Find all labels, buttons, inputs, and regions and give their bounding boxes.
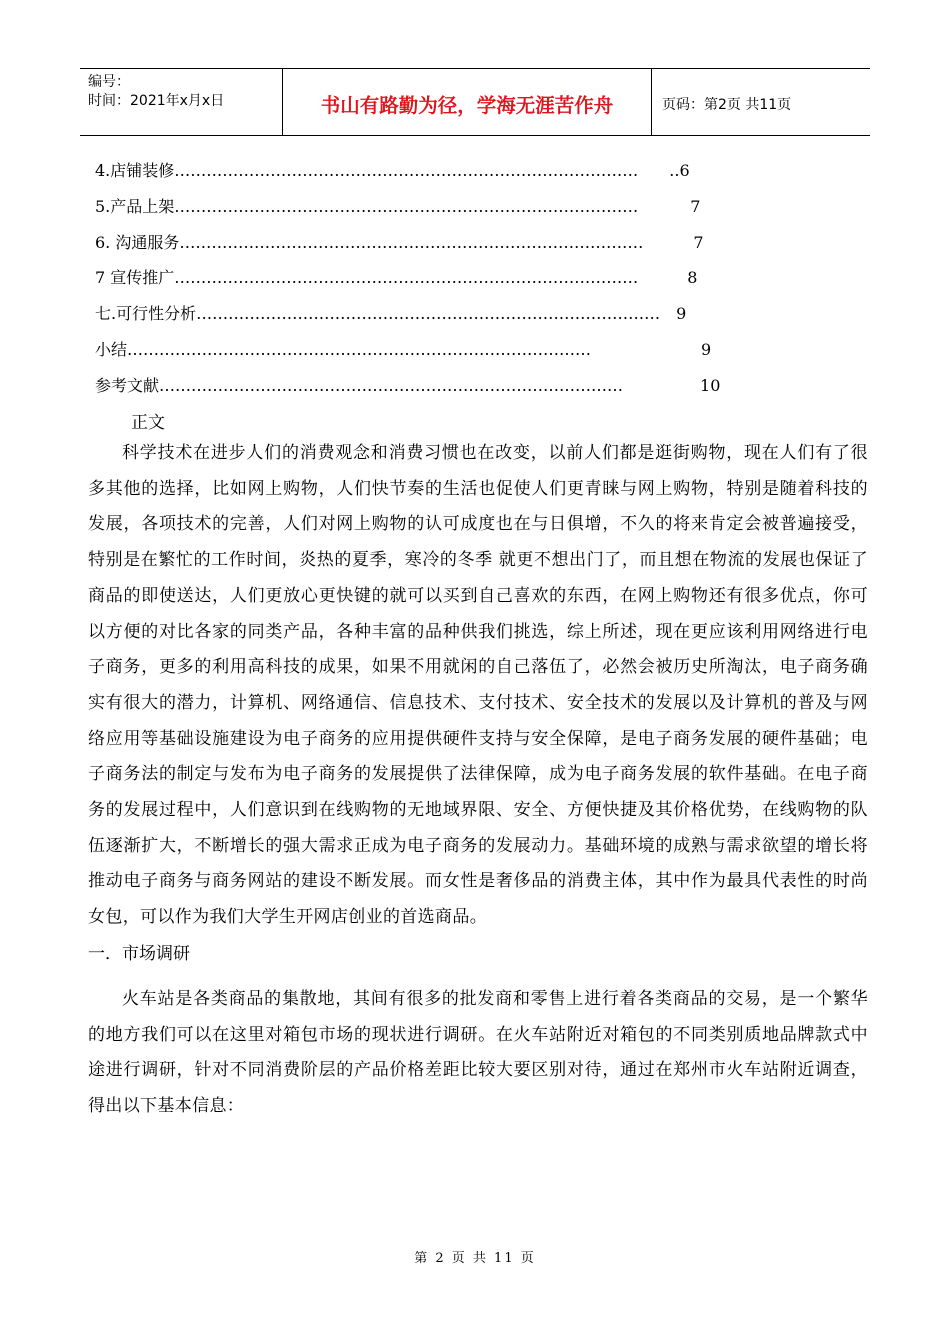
page-footer: 第 2 页 共 11 页 [414, 1251, 536, 1266]
toc-item-page: 7 [693, 232, 704, 252]
toc-item-page: ..6 [669, 161, 690, 180]
toc-leader: …………………………………………………………………………… [127, 339, 592, 359]
toc-item[interactable] [95, 194, 735, 230]
toc-item[interactable] [95, 301, 735, 337]
toc-item-page: 9 [676, 304, 687, 324]
main-text [88, 410, 868, 1125]
toc-item-page: 9 [701, 339, 712, 359]
toc-leader: …………………………………………………………………………… [159, 375, 624, 395]
toc-item[interactable] [95, 337, 735, 373]
body-heading: 正文 [131, 413, 165, 433]
number-label: 编号： [88, 74, 130, 90]
toc-item-label: 参考文献 [95, 375, 160, 395]
page-code: 页码：第2页 共11页 [662, 97, 792, 113]
toc-item[interactable] [95, 158, 735, 194]
toc-item[interactable] [95, 230, 735, 266]
toc-item-label: 5.产品上架 [95, 196, 175, 216]
toc-leader: …………………………………………………………………………… [179, 232, 644, 252]
toc-leader: …………………………………………………………………………… [196, 304, 661, 324]
toc-item[interactable] [95, 265, 735, 301]
section-heading: 一．市场调研 [88, 943, 190, 964]
toc-item-label: 小结 [95, 339, 128, 359]
paragraph: 科学技术在进步人们的消费观念和消费习惯也在改变，以前人们都是逛街购物，现在人们有了很多其他的选择，比如网上购物，人们快节奏的生活也促使人们更青睐与网上购物，特别是随着科技的发展，各项技术的完善，人们对网上购物的认可成度也在与日俱增，不久的将来肯定会被普遍接受，特别是在繁忙的工作时间，炎热的夏季，寒冷的冬季 就更不想出门了，而且想在物流的发展也保证了商品的即使送达，人们更放心更快键的就可以买到自己喜欢的东西，在网上购物还有很多优点，你可以方便的对比各家的同类产品，各种丰富的品种供我们挑选，综上所述，现在更应该利用网络进行电子商务，更多的利用高科技的成果，如果不用就闲的自己落伍了，必然会被历史所淘汰，电子商务确实有很大的潜力，计算机、网络通信、信息技术、支付技术、安全技术的发展以及计算机的普及与网络应用等基础设施建设为电子商务的应用提供硬件支持与安全保障，是电子商务发展的硬件基础；电子商务法的制定与发布为电子商务的发展提供了法律保障，成为电子商务发展的软件基础。在电子商务的发展过程中，人们意识到在线购物的无地域界限、安全、方便快捷及其价格优势，在线购物的队伍逐渐扩大，不断增长的强大需求正成为电子商务的发展动力。基础环境的成熟与需求欲望的增长将推动电子商务与商务网站的建设不断发展。而女性是奢侈品的消费主体，其中作为最具代表性的时尚女包，可以作为我们大学生开网店创业的首选商品。 [88, 443, 868, 928]
toc-item-label: 6. 沟通服务 [95, 232, 180, 252]
toc-item-page: 10 [700, 375, 721, 395]
paragraph: 火车站是各类商品的集散地，其间有很多的批发商和零售上进行着各类商品的交易，是一个繁华的地方我们可以在这里对箱包市场的现状进行调研。在火车站附近对箱包的不同类别质地品牌款式中途进行调研，针对不同消费阶层的产品价格差距比较大要区别对待，通过在郑州市火车站附近调查，得出以下基本信息： [88, 988, 868, 1116]
toc-item-label: 七.可行性分析 [95, 304, 197, 324]
toc-item-page: 7 [690, 196, 701, 216]
toc-item-page: 8 [687, 268, 698, 288]
header-table [80, 68, 870, 136]
time-label: 时间：2021年x月x日 [88, 93, 225, 109]
header-info-cell [80, 69, 282, 135]
toc-leader: …………………………………………………………………………… [174, 268, 639, 288]
table-of-contents [95, 158, 735, 409]
toc-item-label: 7 宣传推广 [95, 268, 175, 288]
toc-item[interactable] [95, 373, 735, 409]
toc-leader: …………………………………………………………………………… [174, 161, 639, 180]
toc-item-label: 4.店铺装修 [95, 161, 175, 180]
motto: 书山有路勤为径，学海无涯苦作舟 [282, 69, 652, 135]
toc-leader: …………………………………………………………………………… [174, 196, 639, 216]
